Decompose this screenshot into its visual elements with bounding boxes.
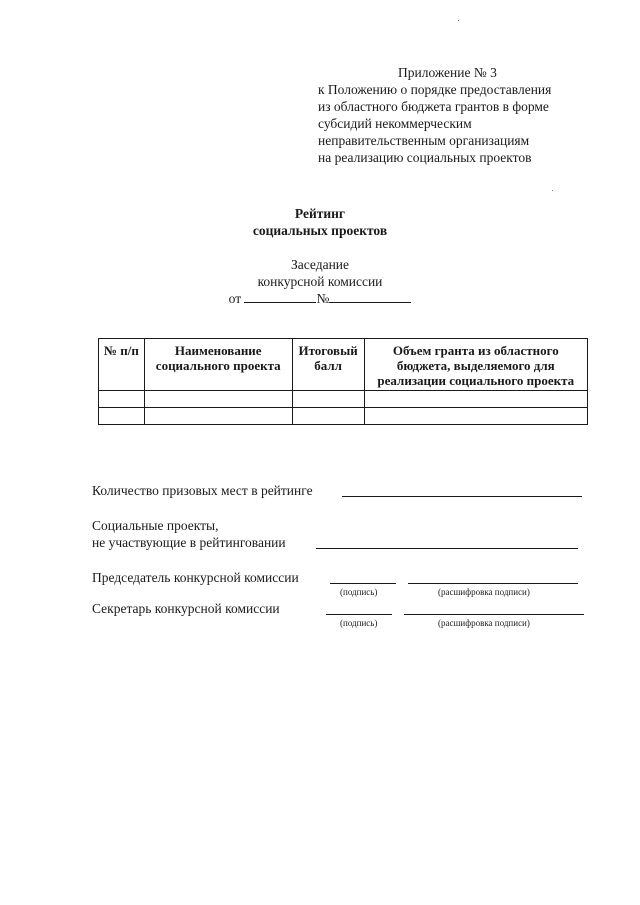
not-participating-label-1: Социальные проекты,	[92, 518, 219, 533]
header-project-name: Наименование социального проекта	[144, 339, 292, 391]
annex-number: Приложение № 3	[398, 65, 497, 80]
chairman-decoding-blank[interactable]	[408, 583, 578, 584]
table-cell[interactable]	[99, 391, 145, 408]
title-line-1: Рейтинг	[294, 206, 346, 221]
not-participating-label-2: не участвующие в рейтинговании	[92, 535, 286, 550]
prize-places-label: Количество призовых мест в рейтинге	[92, 483, 313, 498]
annex-line-2: из областного бюджета грантов в форме	[318, 99, 549, 114]
annex-line-5: на реализацию социальных проектов	[318, 150, 532, 165]
session-date-line	[0, 290, 640, 307]
annex-line-1: к Положению о порядке предоставления	[318, 82, 552, 97]
header-number: № п/п	[99, 339, 145, 391]
header-final-score: Итоговый балл	[292, 339, 364, 391]
rating-table	[98, 338, 588, 425]
table-cell[interactable]	[144, 391, 292, 408]
annex-line-3: субсидий некоммерческим	[318, 116, 472, 131]
chairman-label: Председатель конкурсной комиссии	[92, 570, 299, 585]
session-line-2: конкурсной комиссии	[257, 274, 383, 289]
secretary-signature-caption: (подпись)	[340, 618, 378, 628]
date-blank	[244, 290, 316, 303]
table-header-row	[99, 339, 588, 391]
table-row	[99, 391, 588, 408]
secretary-decoding-blank[interactable]	[404, 614, 584, 615]
table-cell[interactable]	[292, 391, 364, 408]
chairman-decoding-caption: (расшифровка подписи)	[438, 587, 530, 597]
table-cell[interactable]	[364, 408, 587, 425]
number-sign: №	[316, 291, 330, 306]
annex-line-4: неправительственным организациям	[318, 133, 530, 148]
header-grant-amount: Объем гранта из областного бюджета, выделяемого для реализации социального проекта	[364, 339, 587, 391]
secretary-label: Секретарь конкурсной комиссии	[92, 601, 280, 616]
session-line-1: Заседание	[290, 257, 350, 272]
scan-speck	[458, 20, 459, 21]
chairman-signature-blank[interactable]	[330, 583, 396, 584]
table-row	[99, 408, 588, 425]
not-participating-blank[interactable]	[316, 548, 578, 549]
annex-header	[318, 64, 618, 166]
session-block	[0, 256, 640, 307]
title-line-2: социальных проектов	[252, 223, 388, 238]
secretary-decoding-caption: (расшифровка подписи)	[438, 618, 530, 628]
date-prefix: от	[228, 291, 242, 306]
chairman-signature-caption: (подпись)	[340, 587, 378, 597]
prize-places-blank[interactable]	[342, 496, 582, 497]
table-cell[interactable]	[292, 408, 364, 425]
document-title	[0, 205, 640, 239]
number-blank	[329, 290, 411, 303]
table-cell[interactable]	[144, 408, 292, 425]
secretary-signature-blank[interactable]	[326, 614, 392, 615]
table-cell[interactable]	[364, 391, 587, 408]
table-cell[interactable]	[99, 408, 145, 425]
scan-speck	[552, 190, 553, 191]
